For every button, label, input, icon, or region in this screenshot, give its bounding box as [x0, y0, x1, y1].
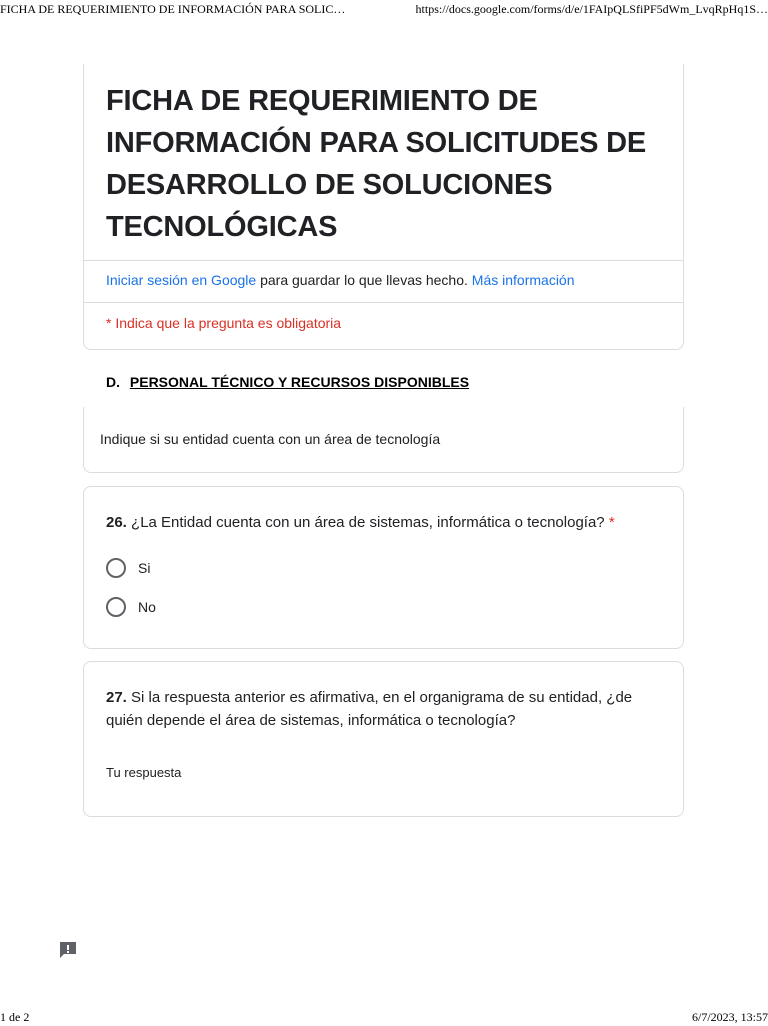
question-number: 27. [106, 689, 127, 706]
radio-button[interactable] [106, 597, 126, 617]
print-doc-title: FICHA DE REQUERIMIENTO DE INFORMACIÓN PARA SOLIC… [0, 2, 346, 16]
question-label: Si la respuesta anterior es afirmativa, en el organigrama de su entidad, ¿de quién depende el área de sistemas, informática o tecnología? [106, 689, 633, 729]
section-letter: D. [106, 374, 120, 390]
question-label: ¿La Entidad cuenta con un área de sistemas, informática o tecnología? [126, 514, 609, 531]
section-description: Indique si su entidad cuenta con un área de tecnología [100, 431, 441, 447]
section-title: PERSONAL TÉCNICO Y RECURSOS DISPONIBLES [129, 374, 470, 390]
print-footer [0, 1008, 768, 1026]
required-mark: * [608, 514, 615, 531]
signin-row [106, 272, 575, 288]
divider [84, 260, 683, 261]
required-note: * Indica que la pregunta es obligatoria [106, 315, 342, 331]
question-26-text [106, 511, 656, 534]
answer-input[interactable]: Tu respuesta [106, 765, 182, 780]
form-title: FICHA DE REQUERIMIENTO DE INFORMACIÓN PARA SOLICITUDES DE DESARROLLO DE SOLUCIONES TECNOLÓGICAS [106, 85, 646, 243]
page-indicator: 1 de 2 [0, 1010, 30, 1024]
radio-option-si[interactable] [106, 558, 150, 578]
question-number: 26. [106, 514, 127, 531]
signin-text: para guardar lo que llevas hecho. [256, 272, 472, 288]
radio-button[interactable] [106, 558, 126, 578]
option-label: Si [138, 560, 151, 576]
signin-link[interactable]: Iniciar sesión en Google [106, 272, 257, 288]
divider [84, 302, 683, 303]
question-27-text [106, 686, 656, 732]
section-description-card [83, 407, 684, 473]
print-header [0, 0, 768, 18]
radio-option-no[interactable] [106, 597, 156, 617]
print-datetime: 6/7/2023, 13:57 [691, 1010, 768, 1024]
more-info-link[interactable]: Más información [471, 272, 575, 288]
option-label: No [138, 599, 156, 615]
section-header [106, 374, 469, 390]
question-card-27 [83, 661, 684, 817]
feedback-icon[interactable] [58, 940, 78, 960]
question-card-26 [83, 486, 684, 649]
print-url: https://docs.google.com/forms/d/e/1FAIpQLSfiPF5dWm_LvqRpHq1S… [415, 2, 768, 16]
form-header-card [83, 64, 684, 350]
